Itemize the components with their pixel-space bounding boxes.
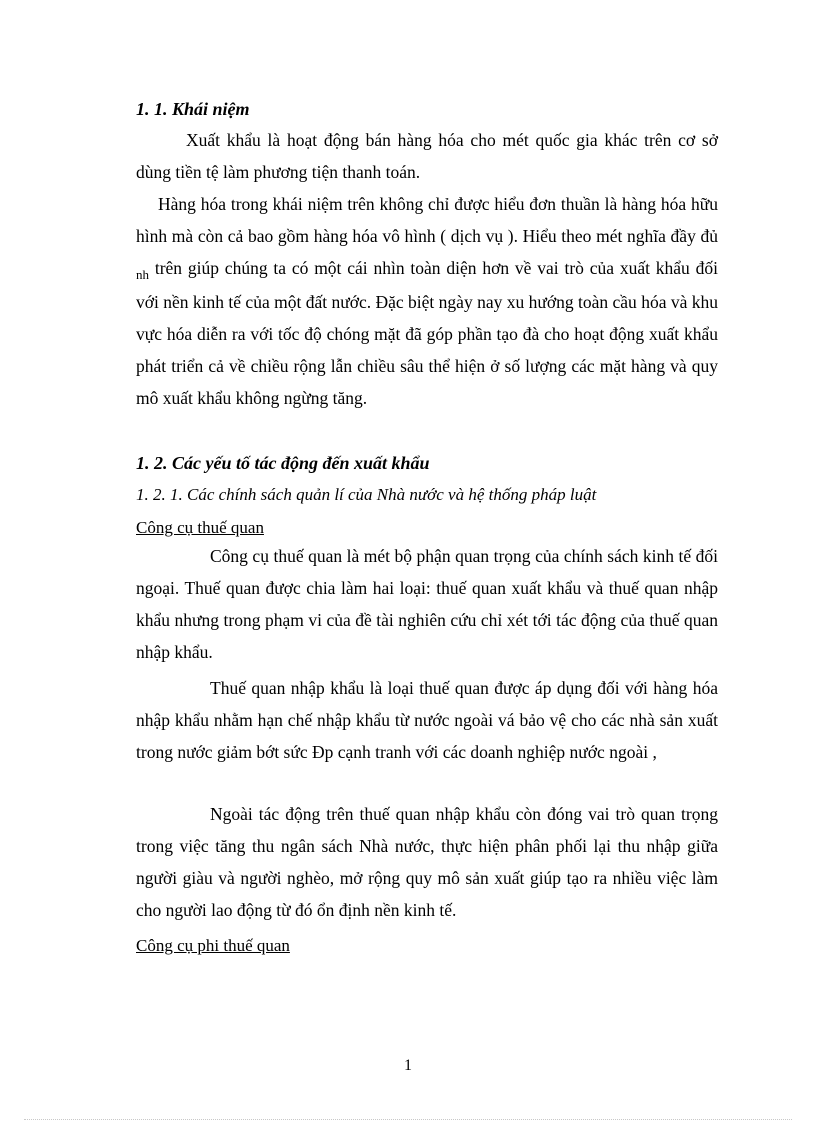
subscript-fragment: nh xyxy=(136,267,149,282)
paragraph-goods-scope-part2: trên giúp chúng ta có một cái nhìn toàn diện hơn về vai trò của xuất khẩu đối với nền kinh tế của một đất nước. Đặc biệt ngày nay xu hướng toàn cầu hóa và khu vực hóa diễn ra với tốc độ chóng mặt đã góp phần tạo đà cho hoạt động xuất khẩu phát triển cả về chiều rộng lẫn chiều sâu thể hiện ở số lượng các mặt hàng và quy mô xuất khẩu không ngừng tăng. xyxy=(136,258,718,408)
section-heading-1-2-1: 1. 2. 1. Các chính sách quản lí của Nhà nước và hệ thống pháp luật xyxy=(136,485,597,504)
subheading-tariff-wrapper xyxy=(136,517,718,539)
paragraph-tariff-intro: Công cụ thuế quan là mét bộ phận quan trọng của chính sách kinh tế đối ngoại. Thuế quan được chia làm hai loại: thuế quan xuất khẩu và thuế quan nhập khẩu nhưng trong phạm vi của đề tài nghiên cứu chỉ xét tới tác động của thuế quan nhập khẩu. xyxy=(136,546,718,662)
paragraph-goods-scope-part1: Hàng hóa trong khái niệm trên không chỉ được hiểu đơn thuần là hàng hóa hữu hình mà còn cả bao gồm hàng hóa vô hình ( dịch vụ ). Hiểu theo mét nghĩa đầy đủ xyxy=(136,194,718,246)
section-heading-1-2: 1. 2. Các yếu tố tác động đến xuất khẩu xyxy=(136,453,430,473)
subheading-tariff: Công cụ thuế quan xyxy=(136,518,264,537)
paragraph-definition: Xuất khẩu là hoạt động bán hàng hóa cho mét quốc gia khác trên cơ sở dùng tiền tệ làm phương tiện thanh toán. xyxy=(136,130,718,182)
subheading-nontariff-wrapper xyxy=(136,935,718,957)
page-bottom-divider xyxy=(24,1119,792,1120)
paragraph-goods-scope xyxy=(136,188,718,414)
paragraph-import-tariff: Thuế quan nhập khẩu là loại thuế quan được áp dụng đối với hàng hóa nhập khẩu nhằm hạn chế nhập khẩu từ nước ngoài vá bảo vệ cho các nhà sản xuất trong nước giảm bớt sức Ðp cạnh tranh với các doanh nghiệp nước ngoài , xyxy=(136,678,718,762)
paragraph-tariff-role: Ngoài tác động trên thuế quan nhập khẩu còn đóng vai trò quan trọng trong việc tăng thu ngân sách Nhà nước, thực hiện phân phối lại thu nhập giữa người giàu và người nghèo, mở rộng quy mô sản xuất giúp tạo ra nhiều việc làm cho người lao động từ đó ổn định nền kinh tế. xyxy=(136,804,718,920)
subheading-nontariff: Công cụ phi thuế quan xyxy=(136,936,290,955)
section-heading-1-1: 1. 1. Khái niệm xyxy=(136,99,250,119)
page-number: 1 xyxy=(404,1057,412,1074)
